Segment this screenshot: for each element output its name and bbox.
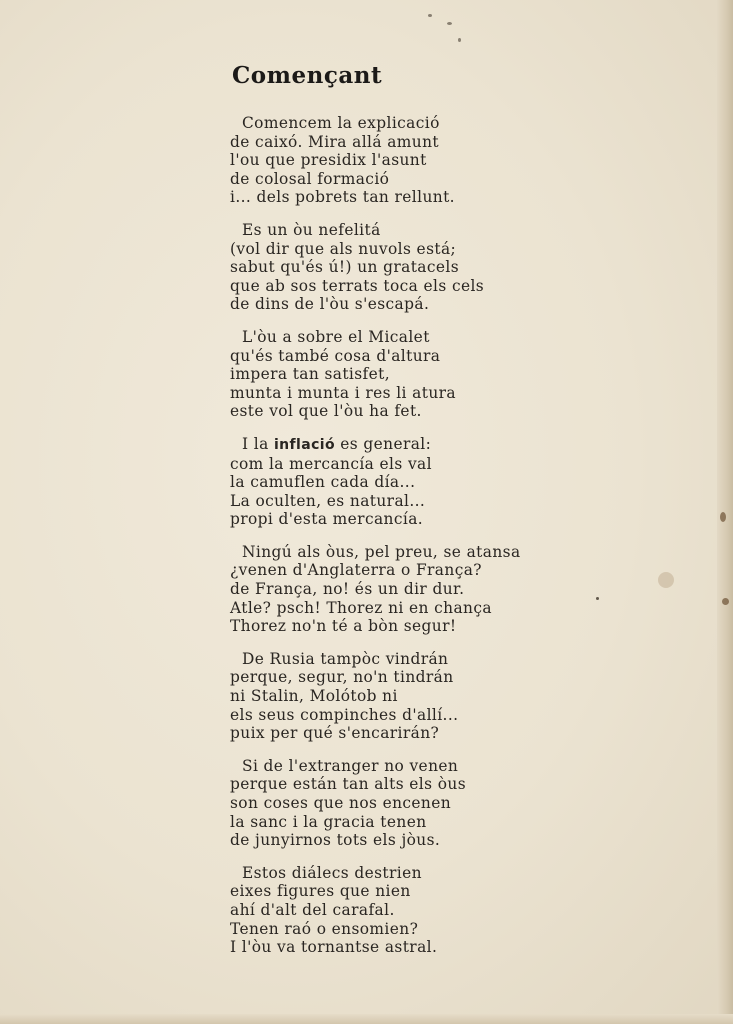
poem-line: Thorez no'n té a bòn segur! [230, 617, 457, 636]
poem-line: Estos diálecs destrien [242, 863, 422, 882]
page-edge-shadow [717, 0, 733, 1024]
paper-stain [722, 598, 729, 605]
poem-line: de caixó. Mira allá amunt [230, 132, 440, 151]
poem-line: perque están tan alts els òus [230, 775, 466, 794]
poem-line: Comencem la explicació [242, 114, 440, 132]
poem-line: la camuflen cada día... [230, 473, 416, 492]
stanza [230, 328, 560, 421]
poem-line [230, 435, 560, 455]
page-bottom-edge [0, 1014, 733, 1024]
poem-title: Començant [232, 62, 383, 89]
poem-line: ¿venen d'Anglaterra o França? [230, 561, 482, 580]
paper-stain [458, 38, 461, 42]
poem-line: (vol dir que als nuvols está; [230, 239, 457, 258]
poem-line: que ab sos terrats toca els cels [230, 276, 485, 295]
poem-line: propi d'esta mercancía. [230, 510, 424, 529]
poem-line: puix per qué s'encarirán? [230, 724, 440, 743]
poem-line: impera tan satisfet, [230, 365, 391, 384]
poem-line: de dins de l'òu s'escapá. [230, 295, 430, 314]
poem-line: I l'òu va tornantse astral. [230, 938, 438, 957]
poem-line: qu'és també cosa d'altura [230, 346, 441, 365]
poem-line: este vol que l'òu ha fet. [230, 402, 422, 421]
poem-line: de França, no! és un dir dur. [230, 580, 465, 599]
poem-line: i... dels pobrets tan rellunt. [230, 188, 455, 207]
paper-stain [447, 22, 452, 25]
poem-line: de junyirnos tots els jòus. [230, 831, 441, 850]
stanza [230, 650, 560, 743]
poem-line: sabut qu'és ú!) un gratacels [230, 258, 460, 277]
poem-line: L'òu a sobre el Micalet [242, 327, 430, 346]
stanza [230, 757, 560, 850]
poem-line: son coses que nos encenen [230, 794, 452, 812]
emphasized-word: inflació [273, 436, 335, 453]
poem-line: els seus compinches d'allí... [230, 705, 459, 724]
paper-stain [720, 512, 726, 522]
poem-line: Es un òu nefelitá [242, 220, 381, 239]
poem-line: eixes figures que nien [230, 882, 411, 901]
paper-stain [428, 14, 432, 17]
paper-stain [658, 572, 674, 588]
poem-line: De Rusia tampòc vindrán [242, 649, 449, 668]
poem-line: perque, segur, no'n tindrán [230, 668, 454, 687]
poem-line: Atle? psch! Thorez ni en chança [230, 598, 492, 617]
paper-stain [596, 597, 599, 600]
line-text: I la [242, 434, 274, 453]
stanza [230, 221, 560, 314]
poem-line: de colosal formació [230, 169, 390, 188]
poem-line: com la mercancía els val [230, 454, 432, 473]
poem-line: Si de l'extranger no venen [242, 756, 459, 775]
poem-line: Ningú als òus, pel preu, se atansa [242, 542, 521, 561]
poem-line: la sanc i la gracia tenen [230, 812, 427, 831]
poem-line: ahí d'alt del carafal. [230, 900, 395, 919]
poem-line: munta i munta i res li atura [230, 383, 456, 402]
poem-body [230, 114, 560, 971]
poem-line: ni Stalin, Molótob ni [230, 687, 398, 706]
stanza [230, 435, 560, 529]
poem-line: l'ou que presidix l'asunt [230, 151, 427, 170]
poem-line: La oculten, es natural... [230, 491, 426, 510]
stanza [230, 864, 560, 957]
stanza [230, 543, 560, 636]
stanza [230, 114, 560, 207]
line-text: es general: [335, 434, 432, 453]
poem-line: Tenen raó o ensomien? [230, 919, 419, 938]
